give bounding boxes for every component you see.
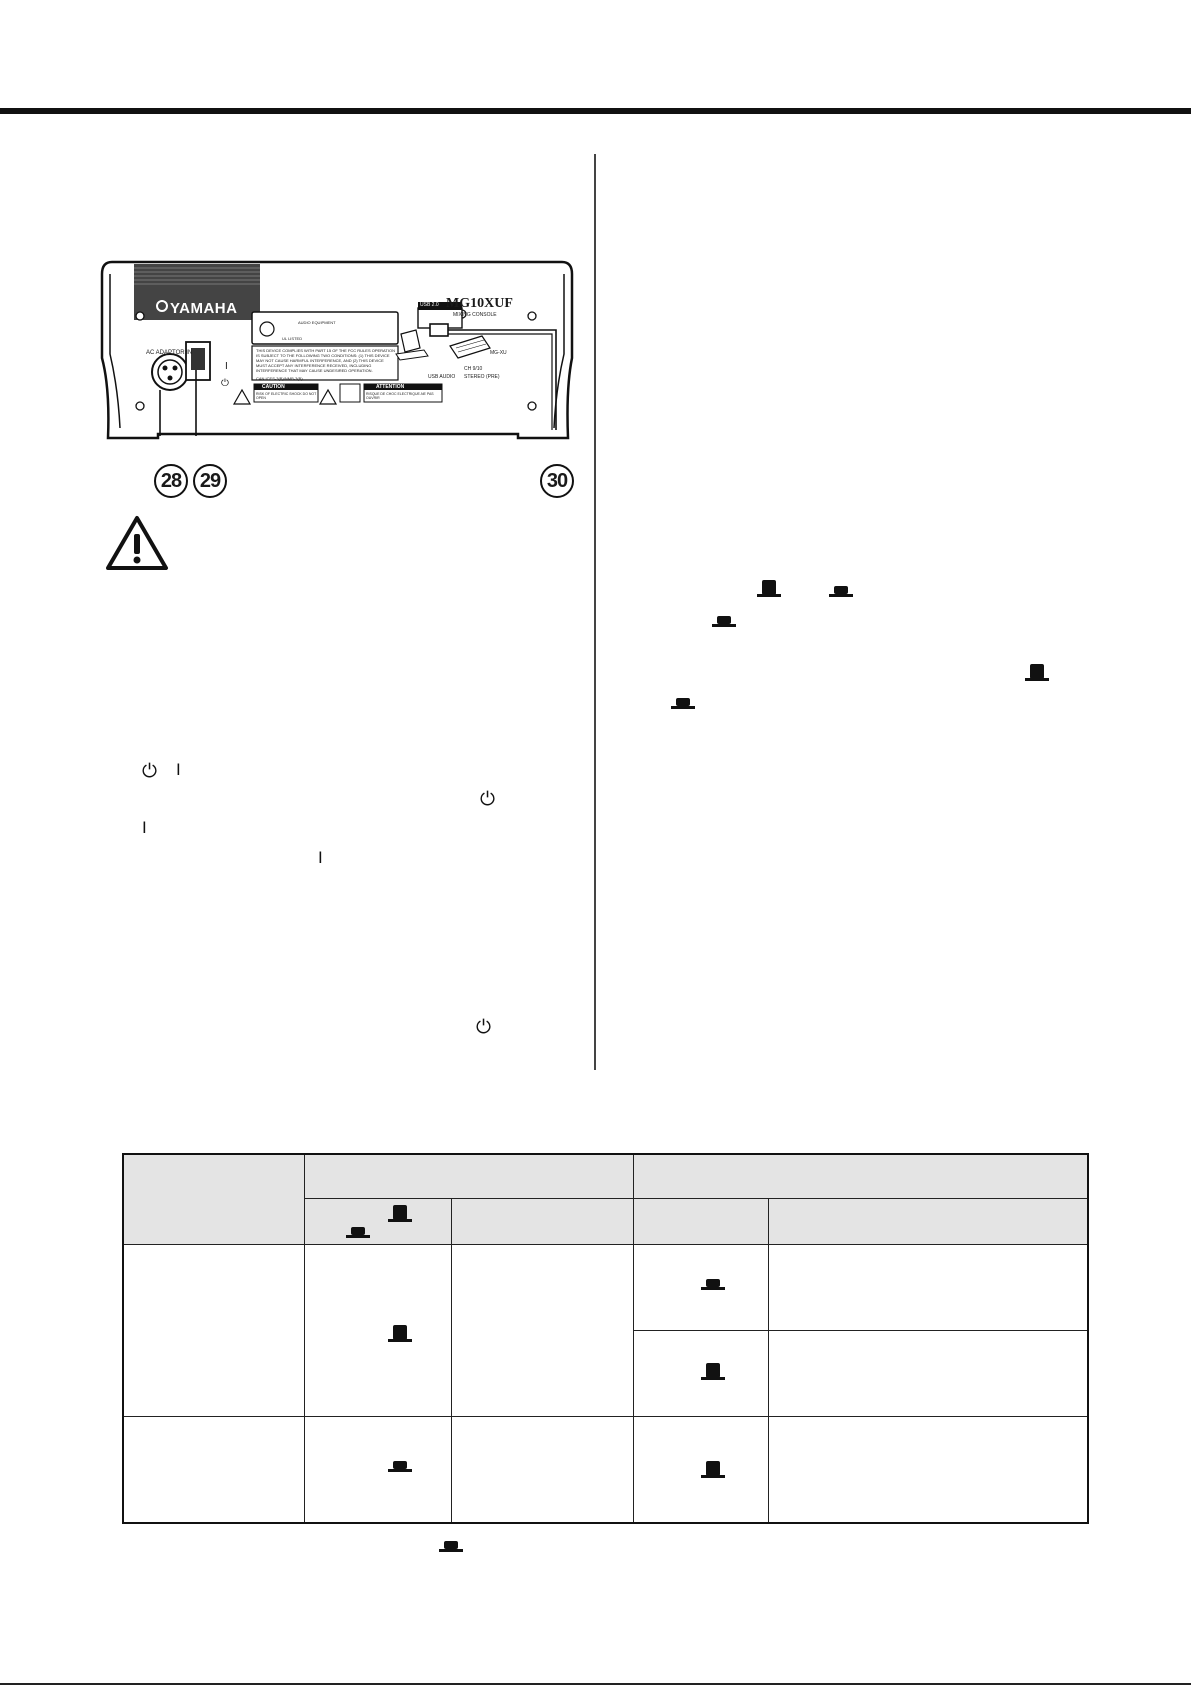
table-cell [305,1417,452,1524]
switch-raised-icon [756,578,782,598]
switch-raised-icon [387,1203,413,1223]
panel-audio-equipment-label: AUDIO EQUIPMENT [298,320,336,325]
table-cell [769,1245,1089,1331]
callout-30: 30 [540,464,574,498]
panel-ul-label: UL LISTED [282,336,303,341]
column-divider [594,154,596,1070]
switch-pressed-icon [387,1457,413,1473]
table-header-cell [452,1199,634,1245]
panel-ac-adaptor-label: AC ADAPTOR IN [146,350,193,356]
panel-model-name: MG10XUF [446,296,513,311]
switch-raised-icon [700,1459,726,1479]
switch-raised-icon [700,1361,726,1381]
table-header-cell [769,1199,1089,1245]
on-symbol-icon: I [142,818,147,837]
standby-symbol-icon: ⏻ [480,788,496,810]
standby-symbol-icon: ⏻ [142,760,158,782]
panel-fcc-statement: THIS DEVICE COMPLIES WITH PART 15 OF THE FCC RULES OPERATION IS SUBJECT TO THE FOLLOWING TWO CONDITIONS: (1) THIS DEVICE MAY NOT CAUSE HARMFUL INTERFERENCE, AND (2) THIS DEVICE MUST ACCEPT ANY INTERFERENCE RECEIVED, INCLUDING INTERFERENCE THAT MAY CAUSE UNDESIRED OPERATION. [256,348,395,373]
switch-raised-icon [387,1323,413,1343]
table-cell [634,1331,769,1417]
on-symbol-icon: I [176,760,181,779]
switch-pressed-icon [711,612,737,628]
callout-28: 28 [154,464,188,498]
table-cell [769,1331,1089,1417]
panel-switch-on-label: I [225,361,228,372]
table-header-cell [634,1199,769,1245]
table-header-cell [634,1153,1089,1199]
panel-brand-logo: YAMAHA [170,300,238,317]
switch-pressed-icon [345,1223,371,1239]
switch-pressed-icon [828,582,854,598]
panel-switch-standby-label: ⏻ [221,378,229,389]
top-rule [0,108,1191,114]
callout-29: 29 [193,464,227,498]
table-cell [122,1417,305,1524]
panel-ch-label: CH 9/10 [464,366,483,372]
panel-mg-label: MG-XU [490,350,507,356]
warning-triangle-icon [104,514,170,572]
table-cell [634,1245,769,1331]
table-cell [452,1245,634,1417]
yamaha-emblem-icon [156,300,168,312]
panel-usb-label: USB 2.0 [420,302,439,308]
table-header-cell [122,1153,305,1245]
table-header-cell [305,1199,452,1245]
panel-stereo-label: STEREO (PRE) [464,374,500,380]
table-cell [769,1417,1089,1524]
switch-settings-table [122,1153,1089,1524]
table-cell [452,1417,634,1524]
panel-attention-text: RISQUE DE CHOC ELECTRIQUE-NE PAS OUVRIR [366,392,434,400]
panel-model-subtitle: MIXING CONSOLE [453,312,497,318]
standby-symbol-icon: ⏻ [476,1016,492,1038]
switch-pressed-icon [700,1275,726,1291]
panel-usb-audio-label: USB AUDIO [428,374,456,380]
table-header-cell [305,1153,634,1199]
panel-ices-label: CAN ICES-3(B)/NMB-3(B) [256,376,303,381]
panel-attention-title: ATTENTION [376,384,405,390]
switch-pressed-icon [438,1537,464,1553]
panel-caution-text: RISK OF ELECTRIC SHOCK DO NOT OPEN [256,392,317,400]
switch-raised-icon [1024,662,1050,682]
table-cell [122,1245,305,1417]
on-symbol-icon: I [318,848,323,867]
panel-caution-title: CAUTION [262,384,285,390]
table-cell [634,1417,769,1524]
switch-pressed-icon [670,694,696,710]
table-cell [305,1245,452,1417]
